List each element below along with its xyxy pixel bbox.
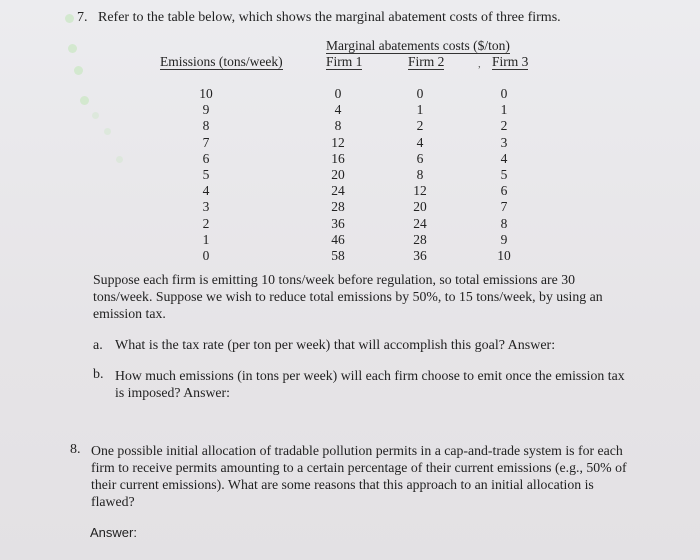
table-cell: 9 <box>500 231 508 247</box>
table-cell: 2 <box>416 118 424 134</box>
table-cell: 2 <box>500 118 508 134</box>
comma-mark: , <box>478 58 481 70</box>
table-cell: 6 <box>500 183 508 199</box>
table-cell: 1 <box>416 102 424 118</box>
firm3-column <box>492 86 516 264</box>
table-cell: 28 <box>331 199 345 215</box>
table-cell: 0 <box>202 247 210 263</box>
firm2-header <box>408 54 444 70</box>
table-cell: 8 <box>416 166 424 182</box>
table-cell: 7 <box>202 134 210 150</box>
firm3-header <box>492 54 528 70</box>
table-cell: 8 <box>202 118 210 134</box>
question-7-number: 7. <box>77 10 88 25</box>
firm1-column <box>326 86 350 264</box>
question-8-number: 8. <box>70 442 81 457</box>
firm2-column <box>408 86 432 264</box>
table-cell: 36 <box>331 215 345 231</box>
table-cell: 28 <box>413 231 427 247</box>
table-cell: 4 <box>202 183 210 199</box>
firm1-header-text: Firm 1 <box>326 54 363 69</box>
part-b-text: How much emissions (in tons per week) will each firm choose to emit once the emission tax is imposed? Answer: <box>115 368 625 400</box>
table-cell: 12 <box>413 183 427 199</box>
table-cell: 9 <box>202 102 210 118</box>
table-cell: 0 <box>500 86 508 101</box>
question-7-intro: Refer to the table below, which shows the marginal abatement costs of three firms. <box>98 10 561 25</box>
dot-mark <box>92 112 99 119</box>
part-a-label: a. <box>93 338 103 353</box>
dot-mark <box>104 128 111 135</box>
table-cell: 24 <box>413 215 427 231</box>
table-cell: 4 <box>416 134 424 150</box>
table-cell: 0 <box>416 86 424 101</box>
table-cell: 4 <box>500 150 508 166</box>
table-cell: 6 <box>202 150 210 166</box>
dot-mark <box>80 96 89 105</box>
table-cell: 8 <box>500 215 508 231</box>
dot-mark <box>74 66 83 75</box>
table-cell: 12 <box>331 134 345 150</box>
group-header-text: Marginal abatements costs ($/ton) <box>326 38 510 53</box>
firm3-header-text: Firm 3 <box>492 54 529 69</box>
firm2-header-text: Firm 2 <box>408 54 445 69</box>
table-cell: 1 <box>500 102 508 118</box>
table-cell: 10 <box>497 247 511 263</box>
emissions-header <box>160 54 283 70</box>
table-group-header <box>326 38 510 54</box>
emissions-header-text: Emissions (tons/week) <box>160 54 283 69</box>
part-b-label: b. <box>93 367 104 382</box>
answer-label: Answer: <box>90 525 137 540</box>
table-cell: 8 <box>334 118 342 134</box>
part-a-text: What is the tax rate (per ton per week) that will accomplish this goal? Answer: <box>115 338 556 353</box>
table-cell: 20 <box>413 199 427 215</box>
table-cell: 5 <box>500 166 508 182</box>
table-cell: 20 <box>331 166 345 182</box>
table-cell: 1 <box>202 231 210 247</box>
table-cell: 58 <box>331 247 345 263</box>
table-cell: 5 <box>202 166 210 182</box>
table-cell: 46 <box>331 231 345 247</box>
firm1-header <box>326 54 362 70</box>
table-cell: 3 <box>202 199 210 215</box>
dot-mark <box>68 44 77 53</box>
table-cell: 0 <box>334 86 342 101</box>
table-cell: 36 <box>413 247 427 263</box>
question-8-text: One possible initial allocation of tradable pollution permits in a cap-and-trade system is for each firm to receive permits amounting to a certain percentage of their current emissions (e.g., 50% of their current emissions). What are some reasons that this approach to an initial allocation is flawed? <box>91 443 627 509</box>
emissions-column <box>194 86 218 264</box>
dot-mark <box>116 156 123 163</box>
table-cell: 10 <box>199 86 213 101</box>
question-7-paragraph: Suppose each firm is emitting 10 tons/week before regulation, so total emissions are 30 tons/week. Suppose we wish to reduce total emissions by 50%, to 15 tons/week, by using an emission tax. <box>93 272 603 321</box>
dot-mark <box>65 14 74 23</box>
table-cell: 4 <box>334 102 342 118</box>
table-cell: 6 <box>416 150 424 166</box>
table-cell: 24 <box>331 183 345 199</box>
table-cell: 7 <box>500 199 508 215</box>
table-cell: 3 <box>500 134 508 150</box>
table-cell: 16 <box>331 150 345 166</box>
table-cell: 2 <box>202 215 210 231</box>
